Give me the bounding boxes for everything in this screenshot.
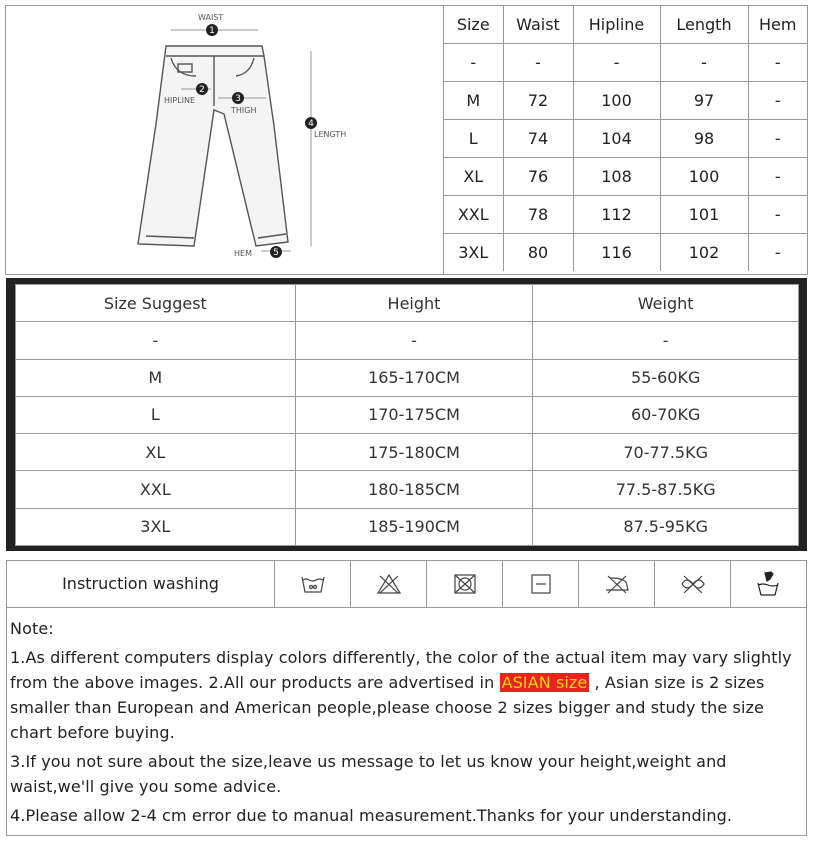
table-row [444, 44, 807, 82]
table-cell: - [16, 322, 296, 359]
notes-section [6, 608, 807, 836]
note-paragraph-3: 4.Please allow 2-4 cm error due to manual measurement.Thanks for your understanding. [10, 806, 733, 825]
table-cell: 77.5-87.5KG [533, 471, 799, 508]
header-hem: Hem [748, 6, 807, 44]
table-cell: XXL [444, 196, 503, 234]
table-cell: - [295, 322, 533, 359]
table-cell: - [660, 44, 748, 82]
table-cell: 97 [660, 82, 748, 120]
table-cell: - [573, 44, 660, 82]
table-row [444, 82, 807, 120]
table-cell: 78 [503, 196, 573, 234]
table-cell: - [748, 158, 807, 196]
table-cell: XXL [16, 471, 296, 508]
size-table [444, 6, 807, 271]
note-paragraph-2: 3.If you not sure about the size,leave us message to let us know your height,weight and waist,we'll give you some advice. [10, 752, 727, 796]
asian-size-highlight: ASIAN size [501, 673, 588, 692]
table-row [16, 434, 799, 471]
hem-label: HEM [234, 249, 252, 258]
no-wring-icon [731, 561, 805, 607]
table-cell: 80 [503, 234, 573, 272]
table-cell: L [444, 120, 503, 158]
table-row [444, 158, 807, 196]
header-hipline: Hipline [573, 6, 660, 44]
no-dry-clean-icon [655, 561, 731, 607]
table-cell: - [748, 120, 807, 158]
table-cell: 170-175CM [295, 396, 533, 433]
length-label: LENGTH [314, 130, 347, 139]
marker-5: 5 [273, 248, 279, 258]
header-weight: Weight [533, 285, 799, 322]
table-cell: XL [16, 434, 296, 471]
note-text: , Asian size is 2 sizes smaller than European and American people,please choose 2 sizes bigger and study the size chart before buying. [10, 673, 765, 742]
table-cell: - [748, 234, 807, 272]
marker-2: 2 [199, 85, 205, 95]
table-cell: 3XL [444, 234, 503, 272]
header-length: Length [660, 6, 748, 44]
table-cell: - [444, 44, 503, 82]
table-cell: 185-190CM [295, 508, 533, 545]
size-suggest-table [15, 284, 799, 546]
hand-wash-icon [275, 561, 351, 607]
suggest-table-header [16, 285, 799, 322]
table-cell: 72 [503, 82, 573, 120]
hipline-label: HIPLINE [164, 96, 196, 105]
flat-dry-icon [503, 561, 579, 607]
header-height: Height [295, 285, 533, 322]
table-row [16, 508, 799, 545]
notes-title: Note: [10, 619, 54, 638]
washing-instructions [6, 560, 807, 608]
table-cell: 98 [660, 120, 748, 158]
header-size-suggest: Size Suggest [16, 285, 296, 322]
table-cell: 112 [573, 196, 660, 234]
size-table-header [444, 6, 807, 44]
table-cell: 180-185CM [295, 471, 533, 508]
pants-diagram [6, 6, 444, 274]
table-cell: 3XL [16, 508, 296, 545]
waist-label: WAIST [198, 13, 224, 22]
marker-1: 1 [209, 26, 215, 36]
table-cell: - [533, 322, 799, 359]
washing-icons [275, 561, 805, 607]
note-text: 1.As different computers display colors differently, the color of the actual item may vary slightly from the above images. 2.All our products are advertised in [10, 648, 792, 692]
table-cell: - [748, 82, 807, 120]
table-row [16, 322, 799, 359]
table-cell: 116 [573, 234, 660, 272]
table-row [444, 196, 807, 234]
table-cell: 102 [660, 234, 748, 272]
table-cell: 87.5-95KG [533, 508, 799, 545]
table-cell: - [503, 44, 573, 82]
table-cell: 101 [660, 196, 748, 234]
table-cell: 104 [573, 120, 660, 158]
table-row [444, 234, 807, 272]
marker-4: 4 [308, 119, 314, 129]
table-row [16, 359, 799, 396]
table-cell: 70-77.5KG [533, 434, 799, 471]
table-cell: M [16, 359, 296, 396]
table-cell: XL [444, 158, 503, 196]
size-suggest-section [6, 278, 807, 551]
table-cell: 74 [503, 120, 573, 158]
table-cell: - [748, 196, 807, 234]
table-cell: 175-180CM [295, 434, 533, 471]
table-cell: 76 [503, 158, 573, 196]
pants-illustration [6, 6, 443, 274]
washing-label: Instruction washing [7, 561, 275, 607]
table-cell: 100 [660, 158, 748, 196]
table-cell: 60-70KG [533, 396, 799, 433]
thigh-label: THIGH [231, 106, 257, 115]
size-chart-section [5, 5, 808, 275]
header-waist: Waist [503, 6, 573, 44]
table-row [16, 471, 799, 508]
table-cell: - [748, 44, 807, 82]
table-cell: 100 [573, 82, 660, 120]
table-row [16, 396, 799, 433]
no-bleach-icon [351, 561, 427, 607]
header-size: Size [444, 6, 503, 44]
table-cell: 55-60KG [533, 359, 799, 396]
marker-3: 3 [235, 94, 241, 104]
table-cell: L [16, 396, 296, 433]
table-cell: M [444, 82, 503, 120]
table-cell: 165-170CM [295, 359, 533, 396]
no-iron-icon [579, 561, 655, 607]
table-row [444, 120, 807, 158]
note-paragraph-1 [10, 645, 806, 745]
table-cell: 108 [573, 158, 660, 196]
no-tumble-dry-icon [427, 561, 503, 607]
